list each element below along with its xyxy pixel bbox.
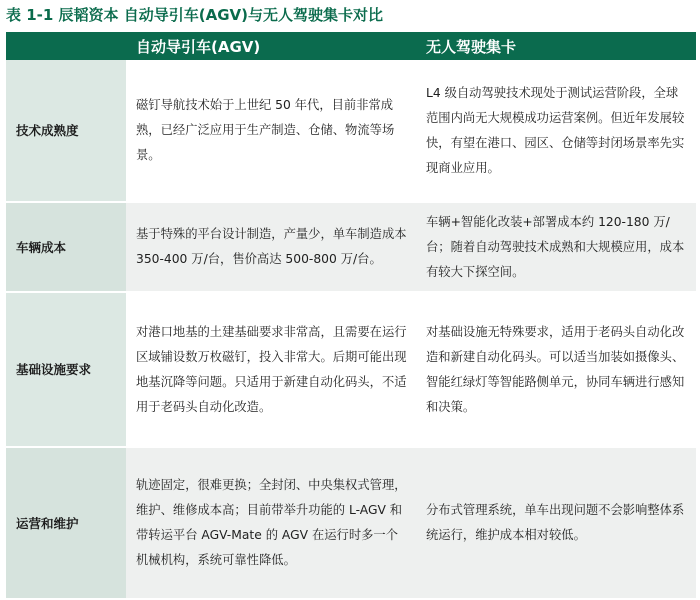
agv-cell: 轨迹固定，很难更换；全封闭、中央集权式管理，维护、维修成本高；目前带举升功能的 L-AGV 和带转运平台 AGV-Mate 的 AGV 在运行时多一个机械机构，系统可靠性降低。 bbox=[126, 447, 416, 599]
table-row-maturity bbox=[6, 60, 696, 202]
comparison-table bbox=[6, 32, 696, 600]
truck-cell: L4 级自动驾驶技术现处于测试运营阶段，全球范围内尚无大规模成功运营案例。但近年发展较快，有望在港口、园区、仓储等封闭场景率先实现商业应用。 bbox=[416, 60, 696, 202]
table-header-row bbox=[6, 32, 696, 60]
agv-cell: 对港口地基的土建基础要求非常高，且需要在运行区域铺设数万枚磁钉，投入非常大。后期可能出现地基沉降等问题。只适用于新建自动化码头，不适用于老码头自动化改造。 bbox=[126, 292, 416, 447]
row-label: 车辆成本 bbox=[6, 202, 126, 292]
header-blank-cell bbox=[6, 32, 126, 60]
truck-cell: 车辆+智能化改装+部署成本约 120-180 万/台；随着自动驾驶技术成熟和大规模应用，成本有较大下探空间。 bbox=[416, 202, 696, 292]
truck-cell: 分布式管理系统，单车出现问题不会影响整体系统运行，维护成本相对较低。 bbox=[416, 447, 696, 599]
header-agv: 自动导引车(AGV) bbox=[126, 32, 416, 60]
row-label: 技术成熟度 bbox=[6, 60, 126, 202]
row-label: 基础设施要求 bbox=[6, 292, 126, 447]
row-label: 运营和维护 bbox=[6, 447, 126, 599]
header-truck: 无人驾驶集卡 bbox=[416, 32, 696, 60]
agv-cell: 基于特殊的平台设计制造，产量少，单车制造成本 350-400 万/台，售价高达 500-800 万/台。 bbox=[126, 202, 416, 292]
table-row-operations bbox=[6, 447, 696, 599]
table-row-cost bbox=[6, 202, 696, 292]
table-caption: 表 1-1 辰韬资本 自动导引车(AGV)与无人驾驶集卡对比 bbox=[6, 6, 384, 24]
truck-cell: 对基础设施无特殊要求，适用于老码头自动化改造和新建自动化码头。可以适当加装如摄像头、智能红绿灯等智能路侧单元，协同车辆进行感知和决策。 bbox=[416, 292, 696, 447]
agv-cell: 磁钉导航技术始于上世纪 50 年代，目前非常成熟，已经广泛应用于生产制造、仓储、物流等场景。 bbox=[126, 60, 416, 202]
table-row-infrastructure bbox=[6, 292, 696, 447]
